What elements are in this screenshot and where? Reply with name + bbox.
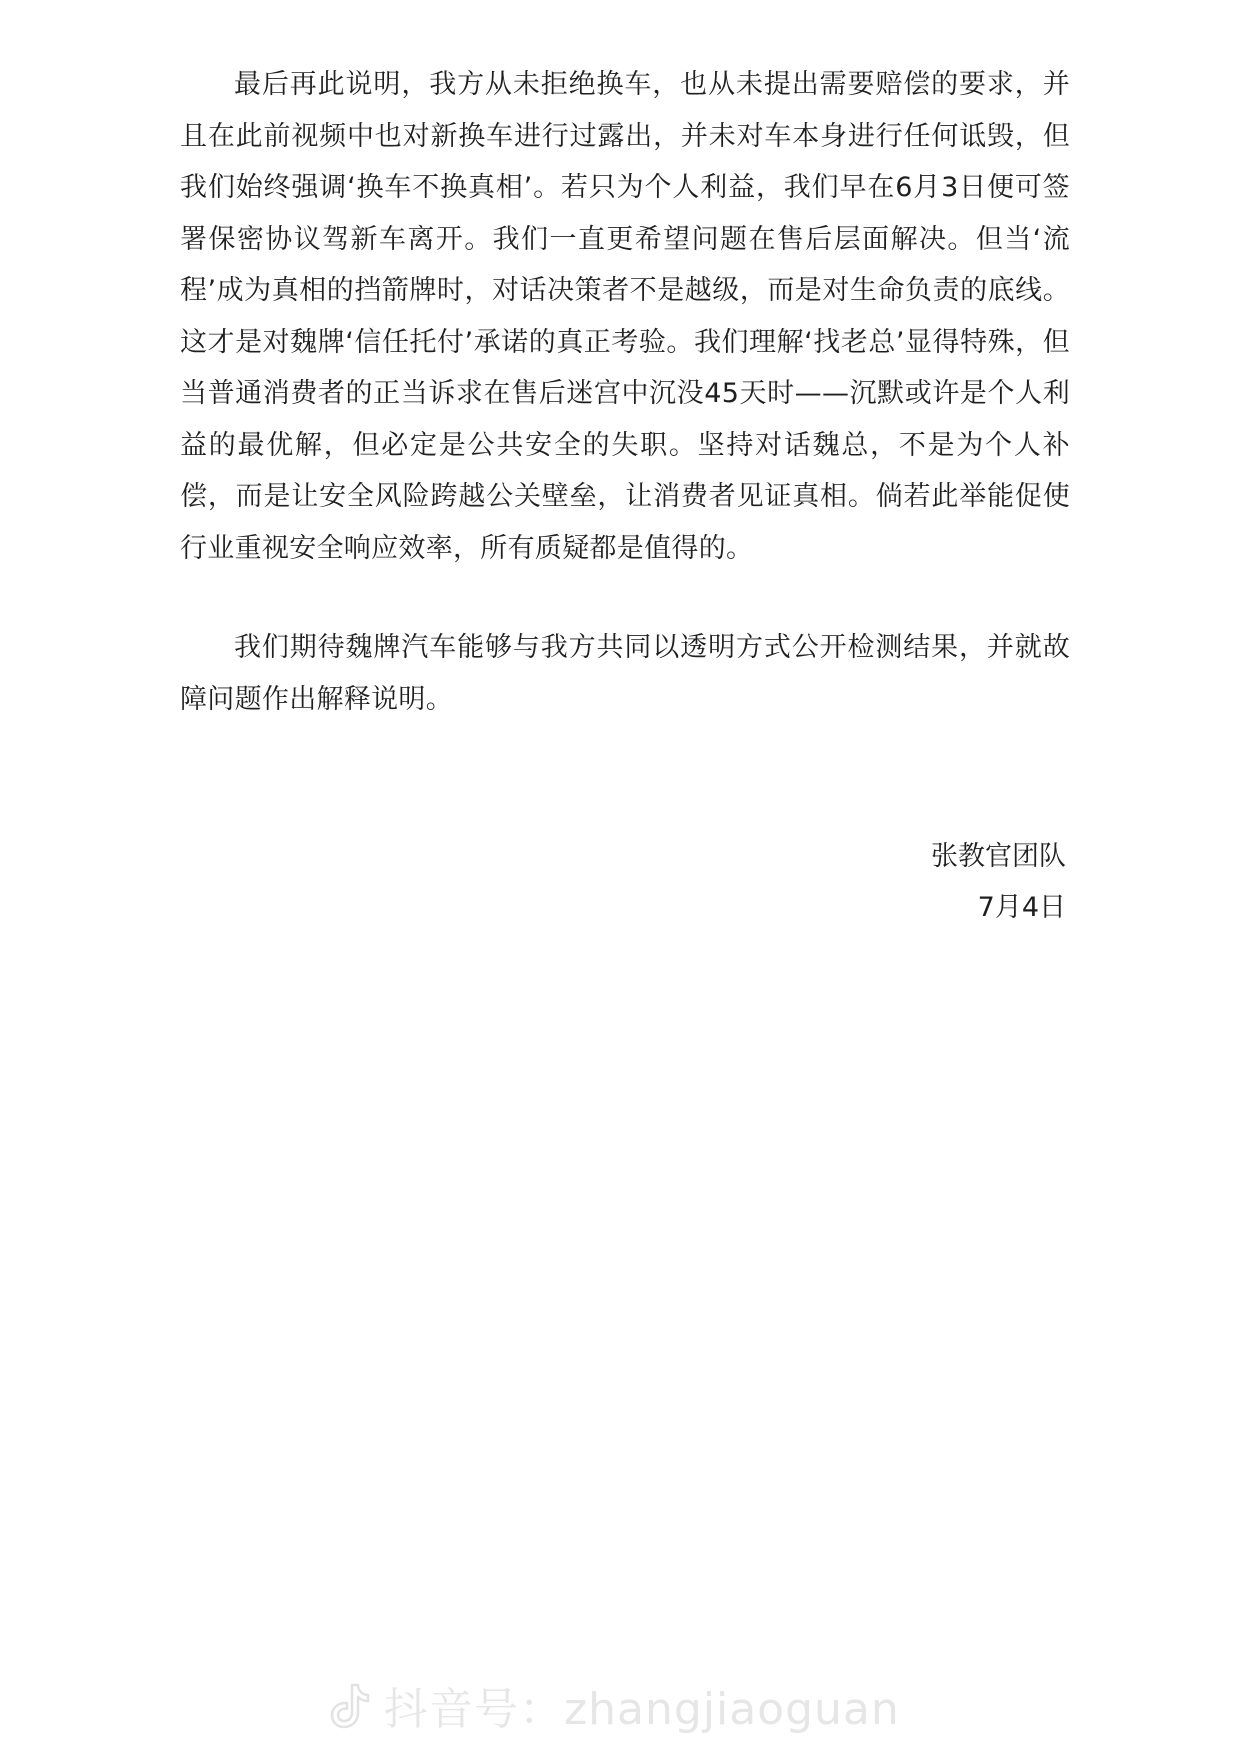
expectation-paragraph: 我们期待魏牌汽车能够与我方共同以透明方式公开检测结果，并就故障问题作出解释说明。 — [180, 632, 1070, 715]
douyin-watermark — [330, 1675, 900, 1735]
signature-name: 张教官团队 — [931, 841, 1066, 872]
signature-date: 7月4日 — [977, 892, 1066, 923]
tiktok-note-icon — [330, 1681, 370, 1729]
watermark-text: 抖音号：zhangjiaoguan — [384, 1684, 900, 1735]
statement-paragraph: 最后再此说明，我方从未拒绝换车，也从未提出需要赔偿的要求，并且在此前视频中也对新换车进行过露出，并未对车本身进行任何诋毁，但我们始终强调‘换车不换真相’。若只为个人利益，我们早在6月3日便可签署保密协议驾新车离开。我们一直更希望问题在售后层面解决。但当‘流程’成为真相的挡箭牌时，对话决策者不是越级，而是对生命负责的底线。这才是对魏牌‘信任托付’承诺的真正考验。我们理解‘找老总’显得特殊，但当普通消费者的正当诉求在售后迷宫中沉没45天时——沉默或许是个人利益的最优解，但必定是公共安全的失职。坚持对话魏总，不是为个人补偿，而是让安全风险跨越公关壁垒，让消费者见证真相。倘若此举能促使行业重视安全响应效率，所有质疑都是值得的。 — [180, 69, 1070, 564]
